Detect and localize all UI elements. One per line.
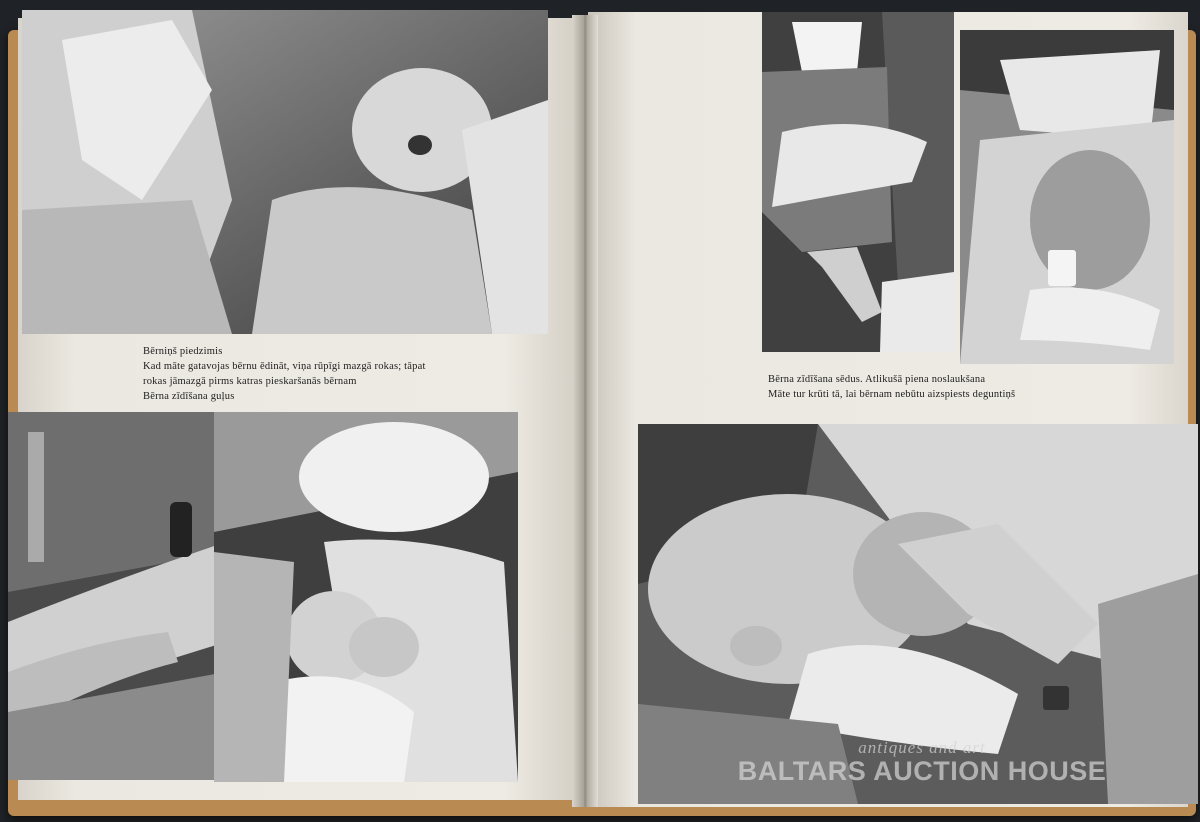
right-captions (768, 372, 1015, 402)
photo-feeding-lying (214, 412, 518, 782)
caption-line: Bērna zīdīšana guļus (143, 391, 235, 402)
auction-watermark (722, 738, 1122, 787)
caption-line: Kad māte gatavojas bērnu ēdināt, viņa rūpīgi mazgā rokas; tāpat (143, 361, 426, 372)
photo-expressing-milk (960, 30, 1174, 364)
watermark-tagline: antiques and art (858, 738, 986, 757)
photo-feeding-sitting (762, 12, 954, 352)
caption-line: Bērna zīdīšana sēdus. Atlikušā piena noslaukšana (768, 374, 986, 385)
caption-line: Māte tur krūti tā, lai bērnam nebūtu aizspiests deguntiņš (768, 389, 1016, 400)
caption-line: Bērniņš piedzimis (143, 346, 223, 357)
caption-line: rokas jāmazgā pirms katras pieskaršanās bērnam (143, 376, 357, 387)
watermark-name: BALTARS AUCTION HOUSE (737, 756, 1107, 786)
photo-crying-newborn (22, 10, 548, 334)
left-captions (143, 344, 426, 404)
photo-hand-washing (8, 412, 226, 780)
book-gutter (572, 15, 598, 807)
